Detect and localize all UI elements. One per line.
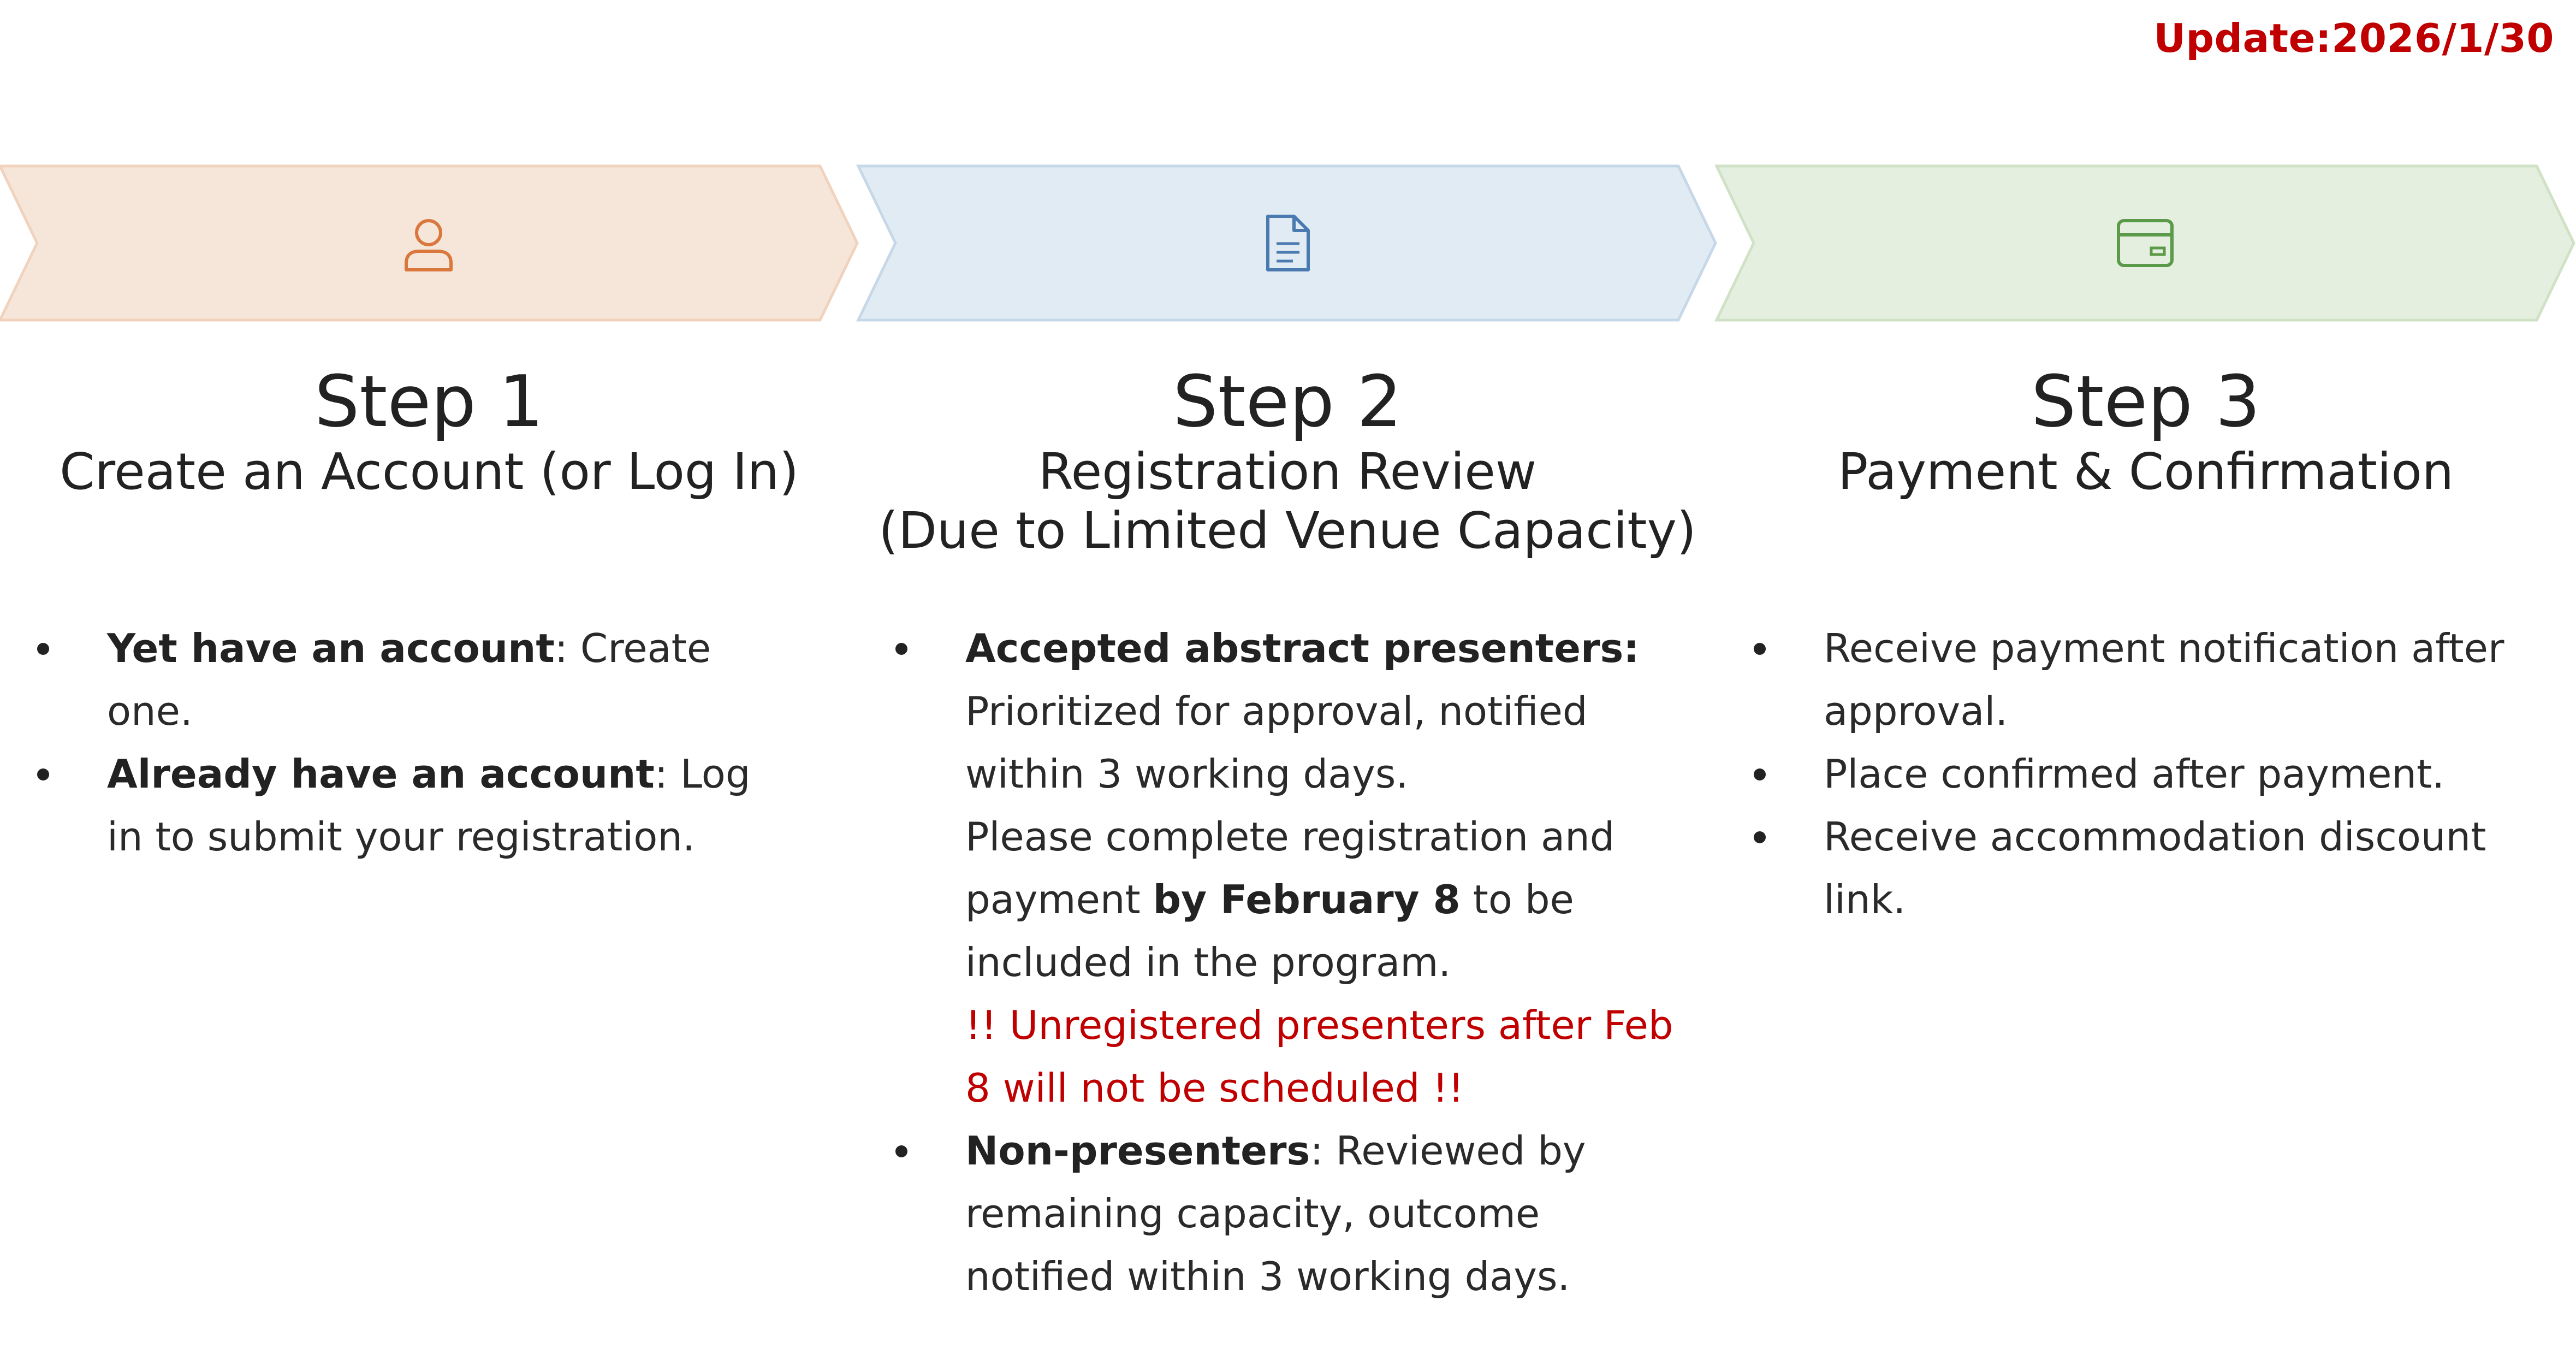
deadline-text-b: to be included in the program.	[965, 877, 1574, 985]
document-icon	[1258, 213, 1318, 273]
step2-subtitle-line1: Registration Review	[1038, 442, 1537, 501]
list-item	[1717, 617, 2568, 743]
step1-title: Step 1	[314, 360, 544, 443]
bullet-icon	[895, 643, 907, 655]
item-bold-label: Already have an account	[107, 751, 655, 797]
item-bold-label: Non-presenters	[965, 1128, 1310, 1174]
deadline-text-a: Please complete registration and payment	[965, 814, 1615, 923]
list-item	[0, 743, 764, 868]
bullet-icon	[1754, 831, 1766, 843]
bullet-icon	[895, 1145, 907, 1157]
step1-heading	[0, 360, 858, 501]
list-item	[1717, 743, 2568, 806]
list-item	[1717, 806, 2568, 931]
warning-text: !! Unregistered presenters after Feb 8 will not be scheduled !!	[965, 1002, 1673, 1111]
step3-heading	[1717, 360, 2575, 501]
item-text: Place confirmed after payment.	[1824, 751, 2445, 797]
step1-list	[0, 617, 764, 868]
bullet-icon	[37, 643, 49, 655]
step2-subtitle-line2: (Due to Limited Venue Capacity)	[879, 501, 1696, 560]
item-text: Receive accommodation discount link.	[1824, 814, 2486, 923]
step2-title: Step 2	[1172, 360, 1403, 443]
item-text: : Create one.	[107, 625, 711, 734]
item-text: Receive payment notification after approval.	[1824, 625, 2504, 734]
item-text-deadline	[965, 806, 1688, 994]
credit-card-icon	[2115, 213, 2175, 273]
item-text: : Log in to submit your registration.	[107, 751, 751, 860]
list-item	[0, 617, 764, 743]
user-icon	[399, 213, 459, 273]
deadline-date: by February 8	[1153, 877, 1461, 923]
list-item	[858, 617, 1688, 1120]
step1-subtitle: Create an Account (or Log In)	[60, 442, 799, 501]
update-date-label: Update:2026/1/30	[2153, 15, 2554, 61]
item-text: Prioritized for approval, notified within 3 working days.	[965, 688, 1588, 797]
bullet-icon	[37, 768, 49, 780]
item-text: : Reviewed by remaining capacity, outcome notified within 3 working days.	[965, 1128, 1586, 1299]
process-chevron-band	[0, 164, 2576, 322]
step2-list	[858, 617, 1688, 1308]
bullet-icon	[1754, 768, 1766, 780]
bullet-icon	[1754, 643, 1766, 655]
step3-subtitle: Payment & Confirmation	[1837, 442, 2454, 501]
item-bold-label: Yet have an account	[107, 625, 555, 671]
item-bold-label: Accepted abstract presenters:	[965, 625, 1640, 671]
step3-list	[1717, 617, 2568, 931]
step2-heading	[858, 360, 1717, 560]
step3-title: Step 3	[2031, 360, 2261, 443]
list-item	[858, 1120, 1688, 1308]
